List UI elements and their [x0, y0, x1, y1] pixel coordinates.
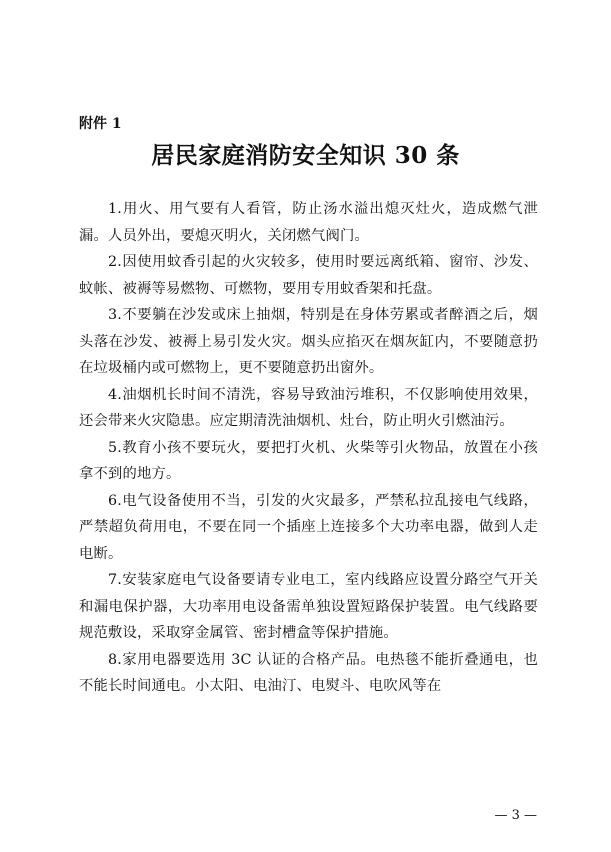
page-number: — 3 — — [494, 808, 537, 823]
safety-item: 5.教育小孩不要玩火，要把打火机、火柴等引火物品，放置在小孩拿不到的地方。 — [79, 439, 538, 482]
safety-items-list — [79, 196, 538, 700]
safety-item: 3.不要躺在沙发或床上抽烟，特别是在身体劳累或者醉酒之后，烟头落在沙发、被褥上易引发火灾。烟头应掐灭在烟灰缸内，不要随意扔在垃圾桶内或可燃物上，更不要随意扔出窗外。 — [79, 307, 538, 376]
safety-item: 7.安装家庭电气设备要请专业电工，室内线路应设置分路空气开关和漏电保护器，大功率用电设备需单独设置短路保护装置。电气线路要规范敷设，采取穿金属管、密封槽盒等保护措施。 — [79, 572, 538, 641]
safety-item: 1.用火、用气要有人看管，防止汤水溢出熄灭灶火，造成燃气泄漏。人员外出，要熄灭明火，关闭燃气阀门。 — [79, 201, 538, 244]
safety-item: 6.电气设备使用不当，引发的火灾最多，严禁私拉乱接电气线路，严禁超负荷用电，不要在同一个插座上连接多个大功率电器，做到人走电断。 — [79, 492, 538, 562]
safety-item: 2.因使用蚊香引起的火灾较多，使用时要远离纸箱、窗帘、沙发、蚊帐、被褥等易燃物、可燃物，要用专用蚊香架和托盘。 — [79, 254, 538, 297]
safety-item: 4.油烟机长时间不清洗，容易导致油污堆积，不仅影响使用效果，还会带来火灾隐患。应定期清洗油烟机、灶台，防止明火引燃油污。 — [79, 386, 538, 429]
attachment-label: 附件 1 — [79, 116, 122, 132]
safety-item: 8.家用电器要选用 3C 认证的合格产品。电热毯不能折叠通电，也不能长时间通电。小太阳、电油汀、电熨斗、电吹风等在 — [79, 651, 538, 694]
document-title: 居民家庭消防安全知识 30 条 — [151, 142, 460, 169]
